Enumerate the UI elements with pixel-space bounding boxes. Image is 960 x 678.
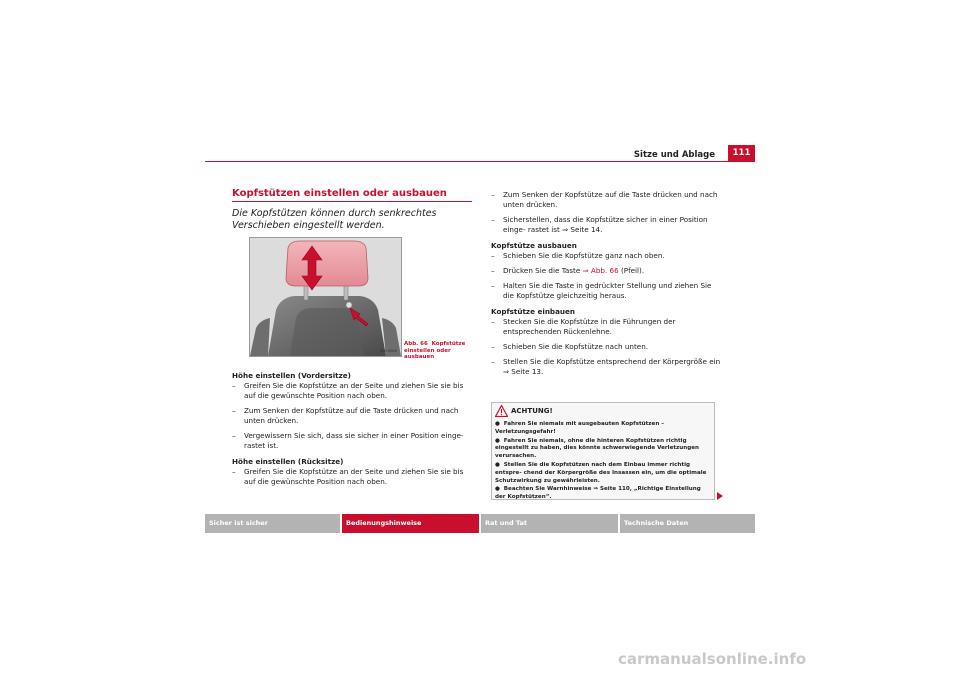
figure-link[interactable]: ⇒ Abb. 66 (582, 266, 619, 275)
warning-title: ACHTUNG! (511, 407, 553, 415)
right-column (491, 190, 721, 377)
footer-tab-bedienungshinweise[interactable]: Bedienungshinweise (342, 514, 479, 533)
list-item: – Halten Sie die Taste in gedrückter Stellung und ziehen Sie die Kopfstütze gleichzeitig heraus. (491, 281, 712, 300)
list-item: – Schieben Sie die Kopfstütze ganz nach oben. (491, 251, 665, 260)
section-divider (232, 201, 472, 202)
page-number: 111 (728, 145, 755, 161)
figure-code: B5F-0066 (380, 349, 397, 353)
warning-item: ● Fahren Sie niemals, ohne die hinteren Kopfstützen richtig eingestellt zu haben, dies könnte schwerwiegende Verletzungen verursachen. (495, 437, 700, 460)
warning-list (495, 421, 711, 503)
warning-item: ● Fahren Sie niemals mit ausgebauten Kopfstützen – Verletzungsgefahr! (495, 421, 665, 435)
warning-item: ● Beachten Sie Warnhinweise ⇒ Seite 110, „Richtige Einstellung der Kopfstützen“. (495, 486, 701, 501)
heading-front-seats: Höhe einstellen (Vordersitze) (232, 371, 351, 380)
list-item: – Sicherstellen, dass die Kopfstütze sicher in einer Position einge- rastet ist ⇒ Seite 14. (491, 215, 708, 234)
header-divider (205, 161, 755, 162)
continue-arrow-icon (717, 492, 723, 500)
list-item: – Greifen Sie die Kopfstütze an der Seite und ziehen Sie sie bis auf die gewünschte Position nach oben. (232, 381, 464, 400)
headrest-drawing (250, 238, 401, 356)
list-item: – Stellen Sie die Kopfstütze entsprechend der Körpergröße ein ⇒ Seite 13. (491, 357, 721, 376)
headrest (286, 241, 368, 286)
running-header-title: Sitze und Ablage (633, 150, 715, 160)
left-column (232, 370, 477, 487)
list-item: – Zum Senken der Kopfstütze auf die Taste drücken und nach unten drücken. (491, 190, 718, 209)
list-item: – Schieben Sie die Kopfstütze nach unten. (491, 342, 649, 351)
section-intro: Die Kopfstützen können durch senkrechtes Verschieben eingestellt werden. (232, 208, 437, 231)
list-item: – Drücken Sie die Taste ⇒ Abb. 66 (Pfeil). (491, 266, 645, 275)
list-item: – Stecken Sie die Kopfstütze in die Führungen der entsprechenden Rückenlehne. (491, 317, 676, 336)
list-item: – Greifen Sie die Kopfstütze an der Seite und ziehen Sie sie bis auf die gewünschte Position nach oben. (232, 467, 464, 486)
figure-caption-ref: Abb. 66 (404, 341, 428, 347)
warning-triangle-icon (495, 405, 508, 417)
section-title: Kopfstützen einstellen oder ausbauen (232, 188, 447, 199)
footer-tab-technische-daten[interactable]: Technische Daten (620, 514, 755, 533)
heading-install-headrest: Kopfstütze einbauen (491, 307, 576, 316)
warning-header (492, 403, 714, 419)
heading-remove-headrest: Kopfstütze ausbauen (491, 241, 577, 250)
list-item: – Vergewissern Sie sich, dass sie sicher in einer Position einge- rastet ist. (232, 431, 464, 450)
warning-item: ● Stellen Sie die Kopfstützen nach dem Einbau immer richtig entspre- chend der Körpergröße des Insassen ein, um die optimale Schutzwirkung zu gewährleisten. (495, 461, 707, 484)
watermark: carmanualsonline.info (618, 650, 807, 668)
figure-caption (404, 341, 479, 361)
list-item: – Zum Senken der Kopfstütze auf die Taste drücken und nach unten drücken. (232, 406, 459, 425)
figure-caption-text: Kopfstütze einstellen oder ausbauen (404, 341, 466, 360)
footer-tab-sicher-ist-sicher[interactable]: Sicher ist sicher (205, 514, 340, 533)
footer-tab-rat-und-tat[interactable]: Rat und Tat (481, 514, 618, 533)
headrest-illustration (249, 237, 402, 357)
heading-rear-seats: Höhe einstellen (Rücksitze) (232, 457, 344, 466)
warning-box (491, 402, 715, 500)
